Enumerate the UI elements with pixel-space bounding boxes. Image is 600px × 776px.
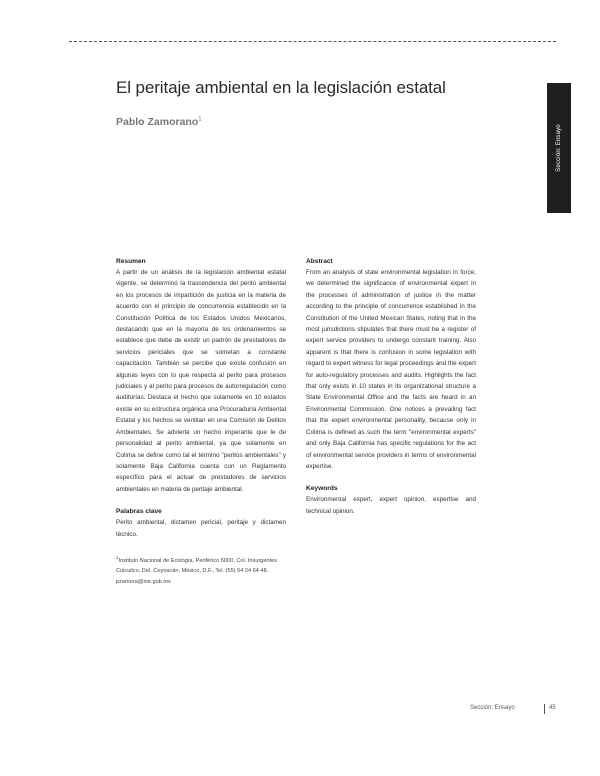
keywords-text: Environmental expert, expert opinion, expertise and technical opinion. — [306, 496, 476, 515]
author-footnote — [116, 553, 286, 587]
section-tab — [547, 83, 571, 213]
palabras-clave-heading: Palabras clave — [116, 508, 162, 516]
resumen-text: A partir de un análisis de la legislación ambiental estatal vigente, se determinó la trascendencia del perito ambiental en los procesos de impartición de justicia en la materia de acuerdo con el principio de concurrencia establecido en la Constitución Política de los Estados Unidos Mexicanos, destacando que en la mayoría de los ordenamientos se establece que debe de existir un padrón de prestadores de servicios periciales que se sometan a constante capacitación. También se percibe que existe confusión en algunas leyes con lo que respecta al perito para procesos judiciales y al perito para procesos de autorregulación como auditorías. Destaca el hecho que solamente en 10 estados existe en su estructura orgánica una Procuraduría Ambiental Estatal y los hechos se ventilan en una Comisión de Delitos Ambientales. Se advierte un hecho imperante que le de personalidad al perito ambiental, ya que solamente en Colima se define como tal el término "peritos ambientales" y solamente Baja California cuenta con un Reglamento específico para el actuar de prestadores de servicios ambientales en materia de peritaje ambiental. — [116, 269, 286, 493]
abstract-text: From an analysis of state environmental legislation in force, we determined the significance of environmental expert in the processes of administration of justice in the matter according to the principle of concurrence established in the Constitution of the United Mexican States, noting that in the most jurisdictions stipulates that there must be a register of expert service providers to undergo constant training. Also apparent is that there is confusion in some legislation with regard to expert witness for legal proceedings and the expert for auto-regulatory processes and audits. Highlights the fact that only exists in 10 states in its organizational structure a State Environmental Office and the facts are heard in an Environmental Commission. One notices a prevailing fact that the expert environmental personality, because only in Colima is defined as such the term "environmental experts" and only Baja California has specific regulations for the act of environmental service providers in terms of environmental expertise. — [306, 269, 476, 470]
footer-separator — [544, 704, 545, 714]
footnote-text: Instituto Nacional de Ecología, Periférico 5000, Col. Insurgentes Cuicuilco, Del. Coyoacán, México, D.F., Tel. (55) 54 24 64 48. pzamora@ine.gob.mx — [116, 557, 278, 585]
left-column — [116, 256, 286, 587]
palabras-clave-text: Perito ambiental, dictamen pericial, peritaje y dictamen técnico. — [116, 519, 286, 538]
footer-section-label: Sección: Ensayo — [470, 705, 515, 711]
author-name: Pablo Zamorano — [116, 116, 199, 128]
keywords-heading: Keywords — [306, 485, 338, 493]
footnote-mark: 1 — [116, 554, 119, 560]
abstract-heading: Abstract — [306, 258, 333, 265]
author-footnote-mark: 1 — [198, 116, 202, 123]
article-title: El peritaje ambiental en la legislación estatal — [116, 78, 446, 97]
section-tab-label: Sección: Ensayo — [556, 124, 562, 172]
right-column — [306, 256, 476, 517]
top-dashed-rule — [69, 41, 556, 42]
page-number: 45 — [549, 705, 556, 711]
author-line — [116, 116, 202, 128]
resumen-heading: Resumen — [116, 258, 146, 265]
